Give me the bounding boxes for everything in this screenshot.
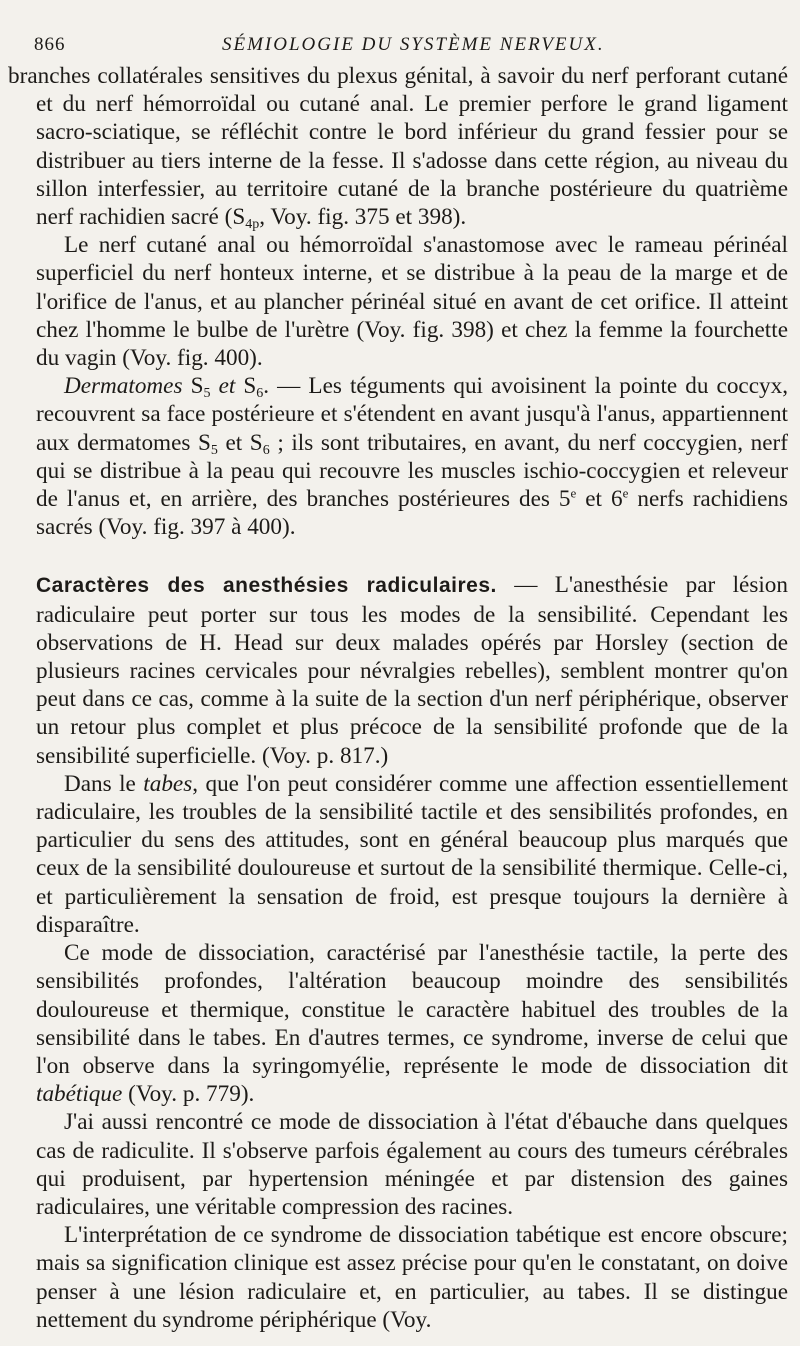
paragraph-6-text: Ce mode de dissociation, caractérisé par l'anesthésie tactile, la perte des sensibilités profondes, l'altération beaucoup moindre des sensibilités douloureuse et thermique, constitue le caractère habituel des troubles de la sensibilité dans le tabes. En d'autres termes, ce syndrome, inverse de celui que l'on observe dans la syringomyélie, représente le mode de dissociation dit (36, 940, 788, 1079)
paragraph-1-tail: , Voy. fig. 375 et 398). (259, 204, 467, 231)
paragraph-3-sup-b: e (622, 485, 629, 501)
paragraph-3-sub-b: 6 (262, 442, 270, 458)
running-head: SÉMIOLOGIE DU SYSTÈME NERVEUX. (222, 34, 605, 55)
paragraph-8 (36, 1221, 788, 1334)
paragraph-2 (36, 231, 788, 372)
section-heading: Caractères des anesthésies radiculaires. (36, 574, 497, 598)
paragraph-5-italic: tabes (143, 770, 193, 797)
section-gap (64, 541, 788, 571)
dermatome-s5: S (190, 373, 204, 400)
paragraph-3-sub-a: 5 (210, 442, 218, 458)
paragraph-1-sub: 4p (245, 217, 260, 233)
dermatome-et: et (218, 373, 236, 400)
paragraph-6-italic: tabétique (36, 1081, 123, 1108)
paragraph-3-text-b: et S (217, 429, 263, 456)
paragraph-4 (36, 571, 788, 769)
body-text (8, 62, 789, 1334)
paragraph-6 (36, 939, 788, 1108)
paragraph-1-text: branches collatérales sensitives du plexus génital, à savoir du nerf perforant cutané et du nerf hémorroïdal ou cutané anal. Le premier perfore le grand ligament sacro-sciatique, se réfléchit contre le bord inférieur du grand fessier pour se distribuer au tiers interne de la fesse. Il s'adosse dans cette région, au niveau du sillon interfessier, au territoire cutané de la branche postérieure du quatrième nerf rachidien sacré (S (8, 63, 788, 231)
dermatome-s6: S (243, 373, 257, 400)
paragraph-3 (36, 372, 788, 541)
paragraph-6-tail: (Voy. p. 779). (122, 1081, 255, 1108)
paragraph-3-text-d: et 6 (576, 486, 623, 513)
paragraph-3-sup-a: e (570, 485, 577, 501)
paragraph-3-text-a: . — Les téguments qui avoisinent la pointe du coccyx, recouvrent sa face postérieure et s'étendent en avant jusqu'à l'anus, appartiennent aux dermatomes S (36, 373, 789, 456)
paragraph-8-text: L'interprétation de ce syndrome de dissociation tabétique est encore obscure; mais sa signification clinique est assez précise pour qu'en le constatant, on doive penser à une lésion radiculaire et, en particulier, au tabes. Il se distingue nettement du syndrome périphérique (Voy. (36, 1222, 788, 1333)
dermatomes-label: Dermatomes (64, 373, 183, 400)
paragraph-7-text: J'ai aussi rencontré ce mode de dissociation à l'état d'ébauche dans quelques cas de radiculite. Il s'observe parfois également au cours des tumeurs cérébrales qui produisent, par hypertension méningée et par distension des gaines radiculaires, une véritable compression des racines. (36, 1109, 788, 1220)
paragraph-2-text: Le nerf cutané anal ou hémorroïdal s'anastomose avec le rameau périnéal superficiel du nerf honteux interne, et se distribue à la peau de la marge et de l'orifice de l'anus, et au plancher périnéal situé en avant de cet orifice. Il atteint chez l'homme le bulbe de l'urètre (Voy. fig. 398) et chez la femme la fourchette du vagin (Voy. fig. 400). (36, 232, 788, 372)
paragraph-3-text-c: ; ils sont tributaires, en avant, du nerf coccygien, nerf qui se distribue à la peau qui recouvre les muscles ischio-coccygien et releveur de l'anus et, en arrière, des branches postérieures des 5 (36, 429, 788, 513)
paragraph-5-pre: Dans le (64, 770, 144, 797)
paragraph-7 (36, 1108, 788, 1221)
paragraph-3-text-e: nerfs rachidiens sacrés (Voy. fig. 397 à 400). (36, 486, 788, 541)
paragraph-5 (36, 770, 788, 939)
dermatome-s5-sub: 5 (203, 386, 211, 402)
page-number: 866 (34, 34, 66, 55)
paragraph-4-text: — L'anesthésie par lésion radiculaire peut porter sur tous les modes de la sensibilité. Cependant les observations de H. Head sur deux malades opérés par Horsley (section de plusieurs racines cervicales pour névralgies rebelles), semblent montrer qu'on peut dans ce cas, comme à la suite de la section d'un nerf périphérique, observer un retour plus complet et plus précoce de la sensibilité profonde que de la sensibilité superficielle. (Voy. p. 817.) (36, 572, 788, 769)
dermatome-s6-sub: 6 (256, 386, 264, 402)
paragraph-1 (8, 62, 788, 233)
paragraph-5-text: , que l'on peut considérer comme une affection essentiellement radiculaire, les troubles de la sensibilité tactile et des sensibilités profondes, en particulier du sens des attitudes, sont en général beaucoup plus marqués que ceux de la sensibilité douloureuse et surtout de la sensibilité thermique. Celle-ci, et particulièrement la sensation de froid, est presque toujours la dernière à disparaître. (36, 770, 788, 938)
page-header (34, 30, 788, 62)
